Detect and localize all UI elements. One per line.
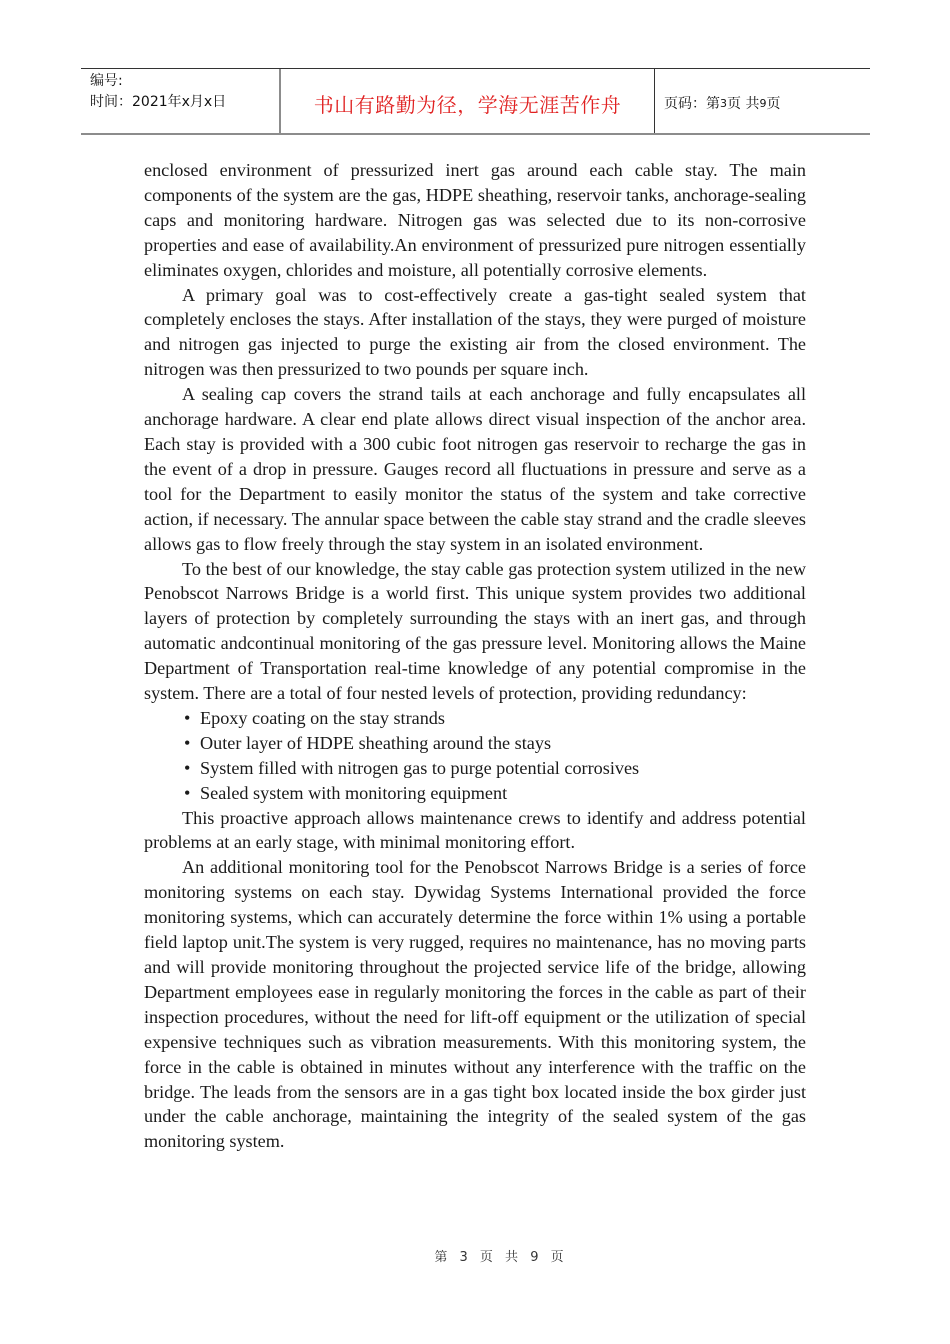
bullet-icon: • <box>184 782 191 803</box>
page-current-number: 3 <box>720 96 727 110</box>
page-info-prefix: 页码：第 <box>664 96 720 112</box>
body-paragraph: enclosed environment of pressurized inert gas around each cable stay. The main components of the system are the gas, HDPE sheathing, reservoir tanks, anchorage-sealing caps and monitoring hardware. Nitrogen gas was selected due to its non-corrosive properties and ease of availability.An environment of pressurized pure nitrogen essentially eliminates oxygen, chlorides and moisture, all potentially corrosive elements. <box>144 160 806 280</box>
date-label: 时间：2021年x月x日 <box>90 94 227 110</box>
body-paragraph: This proactive approach allows maintenance crews to identify and address potential problems at an early stage, with minimal monitoring effort. <box>144 807 806 853</box>
body-paragraph: A primary goal was to cost-effectively create a gas-tight sealed system that completely encloses the stays. After installation of the stays, they were purged of moisture and nitrogen gas injected to purge the existing air from the closed environment. The nitrogen was then pressurized to two pounds per square inch. <box>144 284 806 380</box>
body-paragraph: An additional monitoring tool for the Penobscot Narrows Bridge is a series of force monitoring systems on each stay. Dywidag Systems International provided the force monitoring systems, which can accurately determine the force within 1% using a portable field laptop unit.The system is very rugged, requires no maintenance, has no moving parts and will provide monitoring throughout the projected service life of the bridge, allowing Department employees ease in regularly monitoring the forces in the cable as part of their inspection procedures, without the need for lift-off equipment or the utilization of special expensive techniques such as vibration measurements. With this monitoring system, the force in the cable is obtained in minutes without any interference with the traffic on the bridge. The leads from the sensors are in a gas tight box located inside the box girder just under the cable anchorage, maintaining the integrity of the sealed system of the gas monitoring system. <box>144 857 806 1152</box>
list-item-text: Sealed system with monitoring equipment <box>200 782 508 803</box>
header-page-cell <box>655 69 870 133</box>
list-item <box>144 706 806 731</box>
list-item-text: Outer layer of HDPE sheathing around the stays <box>200 732 552 753</box>
document-header <box>81 68 870 135</box>
page-info-suffix: 页 <box>766 96 781 112</box>
footer-page-number: 第 3 页 共 9 页 <box>434 1250 568 1265</box>
header-meta-cell <box>81 69 281 133</box>
motto-text: 书山有路勤为径，学海无涯苦作舟 <box>313 92 622 117</box>
protection-levels-list <box>144 706 806 806</box>
document-body <box>144 158 806 1154</box>
list-item <box>144 781 806 806</box>
page-total-number: 9 <box>759 96 767 110</box>
bullet-icon: • <box>184 757 191 778</box>
page-footer <box>0 1246 950 1265</box>
body-paragraph: To the best of our knowledge, the stay cable gas protection system utilized in the new Penobscot Narrows Bridge is a world first. This unique system provides two additional layers of protection by completely surrounding the stays with an inert gas, and through automatic andcontinual monitoring of the gas pressure level. Monitoring allows the Maine Department of Transportation real-time knowledge of any potential compromise in the system. There are a total of four nested levels of protection, providing redundancy: <box>144 558 806 704</box>
body-paragraph: A sealing cap covers the strand tails at each anchorage and fully encapsulates all anchorage hardware. A clear end plate allows direct visual inspection of the anchor area. Each stay is provided with a 300 cubic foot nitrogen gas reservoir to recharge the gas in the event of a drop in pressure. Gauges record all fluctuations in pressure and serve as a tool for the Department to easily monitor the status of the system and take corrective action, if necessary. The annular space between the cable stay strand and the cradle sleeves allows gas to flow freely through the stay system in an isolated environment. <box>144 384 806 554</box>
header-motto-cell <box>281 69 655 133</box>
list-item <box>144 731 806 756</box>
bullet-icon: • <box>184 732 191 753</box>
serial-number-label: 编号: <box>90 73 123 89</box>
bullet-icon: • <box>184 707 191 728</box>
list-item-text: System filled with nitrogen gas to purge potential corrosives <box>200 757 640 778</box>
page-info-middle: 页 共 <box>727 96 760 112</box>
list-item <box>144 756 806 781</box>
list-item-text: Epoxy coating on the stay strands <box>200 707 445 728</box>
